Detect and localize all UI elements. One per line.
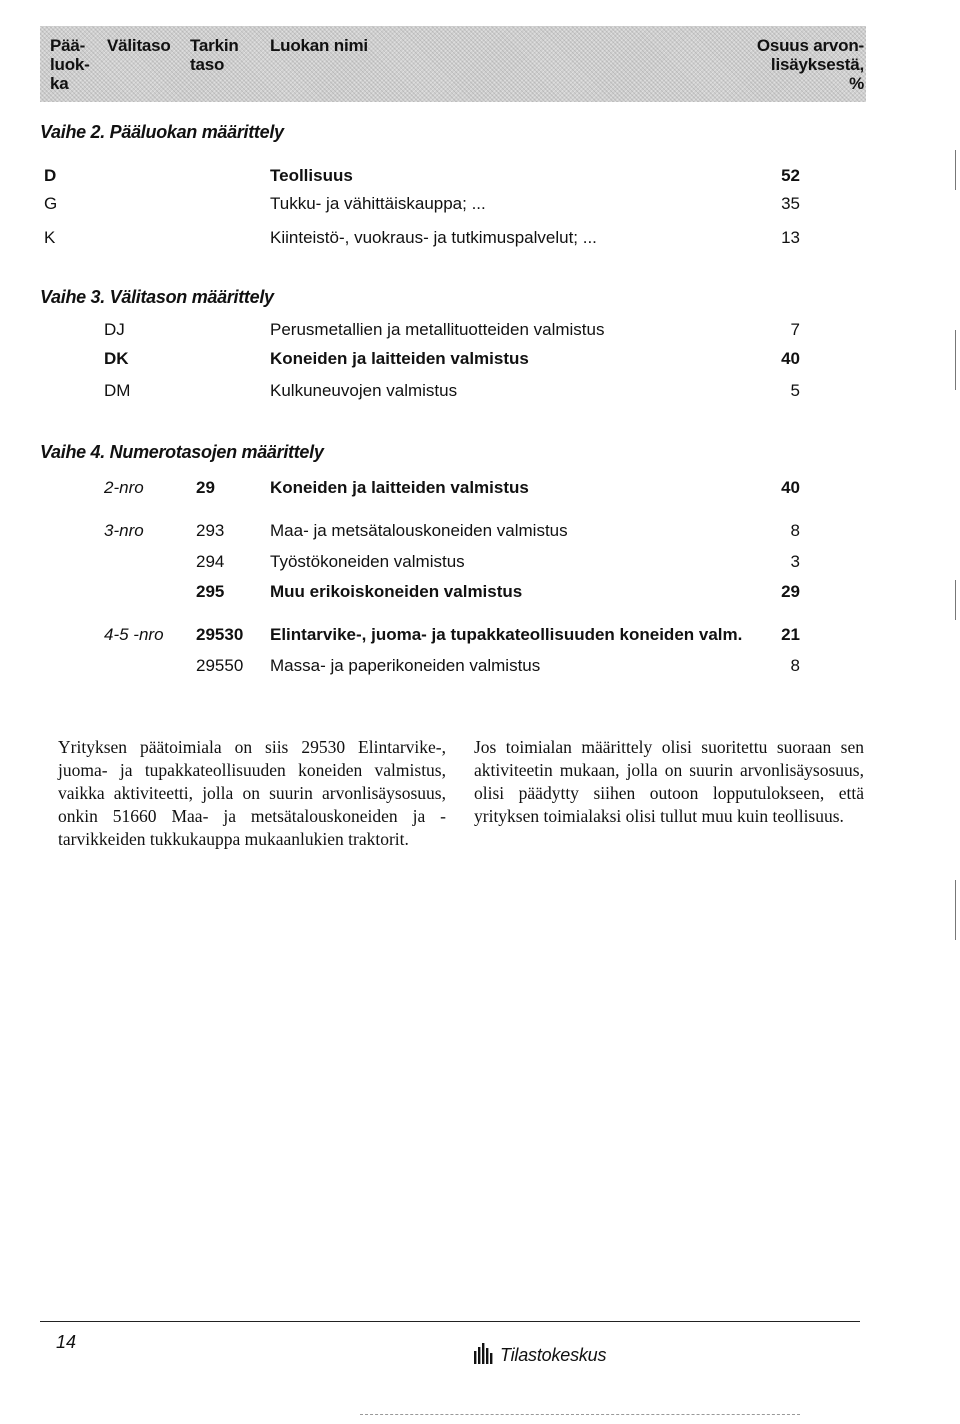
row-level-label: 3-nro — [104, 521, 144, 540]
paragraph-right: Jos toimialan määrittely olisi suoritettu suoraan sen aktiviteetin mukaan, jolla on suurin arvonlisäysosuus, olisi päädytty siihen outoon lopputulokseen, että yrityksen toimialaksi olisi tullut muu kuin teollisuus. — [474, 737, 864, 826]
table-row — [0, 652, 960, 680]
bottom-divider — [360, 1414, 800, 1416]
row-name: Perusmetallien ja metallituotteiden valmistus — [270, 320, 605, 339]
row-code: G — [44, 194, 58, 213]
row-value: 3 — [790, 552, 800, 571]
row-code: 29530 — [196, 625, 244, 644]
row-value: 40 — [781, 478, 800, 497]
scan-edge-mark — [955, 150, 956, 190]
brand-name: Tilastokeskus — [500, 1345, 607, 1365]
scan-edge-mark — [955, 330, 956, 390]
row-name: Maa- ja metsätalouskoneiden valmistus — [270, 521, 568, 540]
row-code: DK — [104, 349, 129, 368]
row-value: 21 — [781, 625, 800, 644]
row-name: Muu erikoiskoneiden valmistus — [270, 582, 523, 601]
table-row — [0, 474, 960, 502]
header-paaluokka: Pää- luok- ka — [50, 36, 90, 93]
row-value: 13 — [781, 228, 800, 247]
paragraph-left: Yrityksen päätoimiala on siis 29530 Elintarvike-, juoma- ja tupakkateollisuuden koneiden valmistus, vaikka aktiviteetti, jolla on suurin arvonlisäysosuus, onkin 51660 Maa- ja metsätalouskoneiden ja -tarvikkeiden tukkukauppa mukaanlukien traktorit. — [58, 737, 446, 849]
row-value: 7 — [790, 320, 800, 339]
row-value: 52 — [781, 166, 800, 185]
table-row — [0, 345, 960, 373]
header-luokan-nimi: Luokan nimi — [270, 36, 368, 55]
row-level-label: 2-nro — [104, 478, 144, 497]
row-code: 29550 — [196, 656, 244, 675]
row-name: Kulkuneuvojen valmistus — [270, 381, 458, 400]
page-number: 14 — [56, 1332, 77, 1352]
row-code: DJ — [104, 320, 125, 339]
row-value: 8 — [790, 521, 800, 540]
table-row — [0, 162, 960, 190]
scan-edge-mark — [955, 880, 956, 940]
row-name: Koneiden ja laitteiden valmistus — [270, 349, 529, 368]
table-row — [0, 517, 960, 545]
row-name: Massa- ja paperikoneiden valmistus — [270, 656, 541, 675]
row-name: Koneiden ja laitteiden valmistus — [270, 478, 529, 497]
section-title-vaihe4: Vaihe 4. Numerotasojen määrittely — [40, 442, 324, 462]
row-code: 29 — [196, 478, 215, 497]
table-row — [0, 621, 960, 649]
table-row — [0, 316, 960, 344]
header-valitaso: Välitaso — [107, 36, 171, 55]
section-title-vaihe3: Vaihe 3. Välitason määrittely — [40, 287, 274, 307]
row-code: DM — [104, 381, 131, 400]
table-row — [0, 190, 960, 218]
row-name: Työstökoneiden valmistus — [270, 552, 465, 571]
row-value: 8 — [790, 656, 800, 675]
row-value: 29 — [781, 582, 800, 601]
row-code: 294 — [196, 552, 225, 571]
row-name: Tukku- ja vähittäiskauppa; ... — [270, 194, 486, 213]
row-value: 40 — [781, 349, 800, 368]
row-level-label: 4-5 -nro — [104, 625, 164, 644]
scan-edge-mark — [955, 580, 956, 620]
row-value: 5 — [790, 381, 800, 400]
row-code: K — [44, 228, 56, 247]
row-code: 295 — [196, 582, 225, 601]
row-name: Teollisuus — [270, 166, 353, 185]
table-row — [0, 377, 960, 405]
footer-rule — [40, 1321, 860, 1322]
table-row — [0, 548, 960, 576]
footer-brand — [472, 1342, 606, 1369]
table-header — [40, 26, 866, 102]
header-osuus: Osuus arvon- lisäyksestä, % — [756, 36, 864, 93]
row-value: 35 — [781, 194, 800, 213]
row-code: D — [44, 166, 57, 185]
header-tarkin-taso: Tarkin taso — [190, 36, 239, 74]
row-name: Kiinteistö-, vuokraus- ja tutkimuspalvelut; ... — [270, 228, 597, 247]
row-code: 293 — [196, 521, 225, 540]
row-name: Elintarvike-, juoma- ja tupakkateollisuuden koneiden valm. — [270, 625, 743, 644]
table-row — [0, 224, 960, 252]
table-row — [0, 578, 960, 606]
section-title-vaihe2: Vaihe 2. Pääluokan määrittely — [40, 122, 284, 142]
tilastokeskus-logo-icon — [472, 1342, 494, 1369]
